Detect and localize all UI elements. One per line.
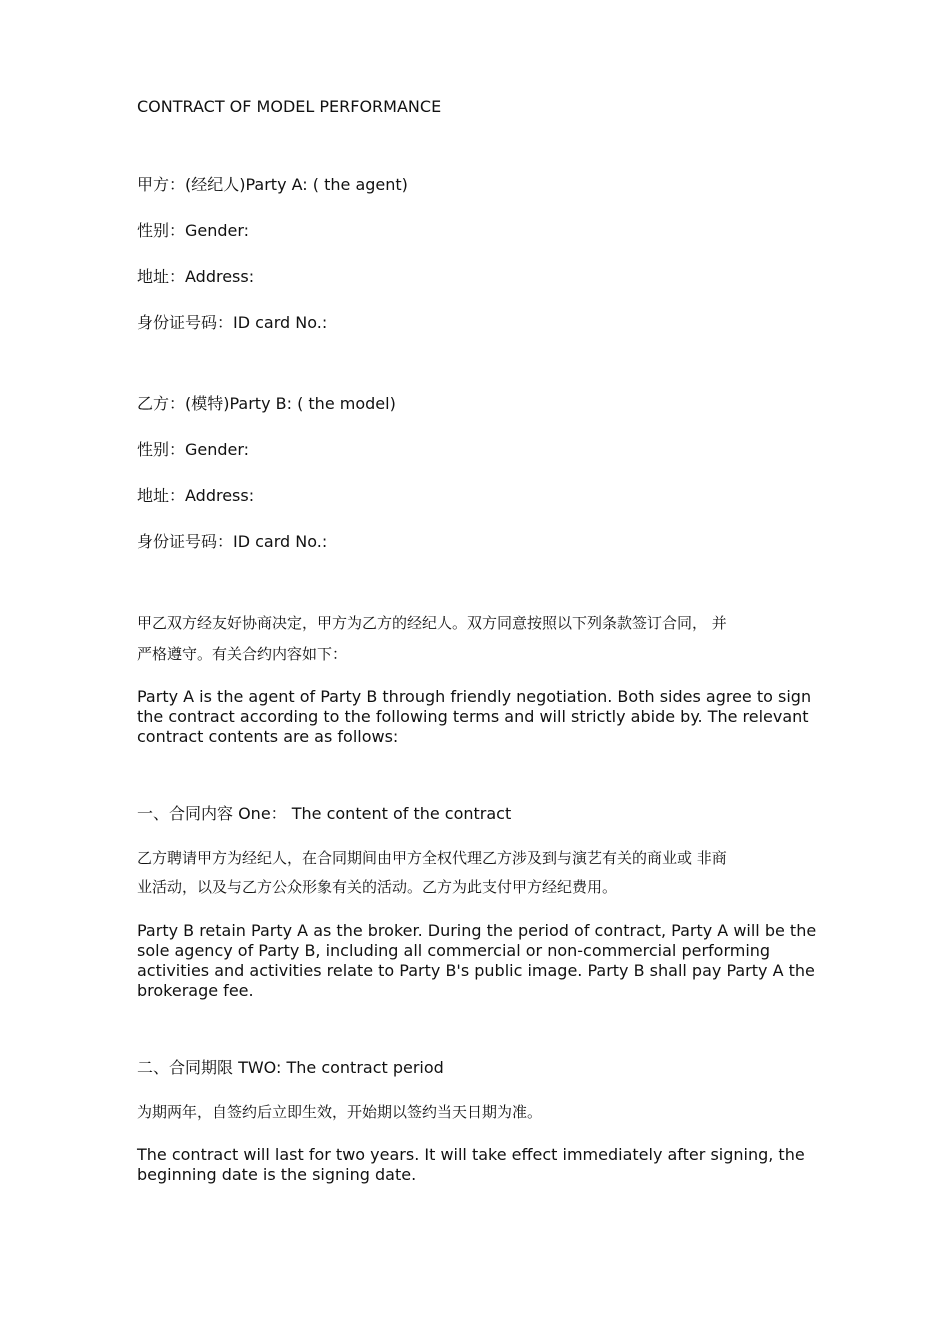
section-2-cn-line-1: 为期两年，自签约后立即生效，开始期以签约当天日期为准。 xyxy=(137,1103,543,1121)
party-a-address: 地址：Address: xyxy=(137,267,255,286)
party-b-heading: 乙方：(模特)Party B: ( the model) xyxy=(137,394,396,413)
party-a-id-card: 身份证号码：ID card No.: xyxy=(137,313,328,332)
section-1-heading: 一、合同内容 One： The content of the contract xyxy=(137,804,512,823)
section-1-cn-line-1: 乙方聘请甲方为经纪人，在合同期间由甲方全权代理乙方涉及到与演艺有关的商业或 非商 xyxy=(137,849,727,867)
section-1-cn-line-2: 业活动，以及与乙方公众形象有关的活动。乙方为此支付甲方经纪费用。 xyxy=(137,878,618,896)
section-1-en-paragraph: Party B retain Party A as the broker. During the period of contract, Party A will be the sole agency of Party B, including all commercial or non-commercial performing activities and activities relate to Party B's public image. Party B shall pay Party A the brokerage fee. xyxy=(137,921,817,1000)
party-b-address: 地址：Address: xyxy=(137,486,255,505)
intro-cn-line-2: 严格遵守。有关合约内容如下： xyxy=(137,645,348,663)
party-b-id-card: 身份证号码：ID card No.: xyxy=(137,532,328,551)
section-2-en-paragraph: The contract will last for two years. It will take effect immediately after signing, the beginning date is the signing date. xyxy=(137,1145,805,1184)
party-a-heading: 甲方：(经纪人)Party A: ( the agent) xyxy=(137,175,408,194)
intro-en-paragraph: Party A is the agent of Party B through friendly negotiation. Both sides agree to sign the contract according to the following terms and will strictly abide by. The relevant contract contents are as follows: xyxy=(137,687,812,746)
document-title: CONTRACT OF MODEL PERFORMANCE xyxy=(137,97,442,116)
party-b-gender: 性别：Gender: xyxy=(137,440,250,459)
intro-cn-line-1: 甲乙双方经友好协商决定，甲方为乙方的经纪人。双方同意按照以下列条款签订合同， 并 xyxy=(137,614,727,632)
party-a-gender: 性别：Gender: xyxy=(137,221,250,240)
section-2-heading: 二、合同期限 TWO: The contract period xyxy=(137,1058,444,1077)
